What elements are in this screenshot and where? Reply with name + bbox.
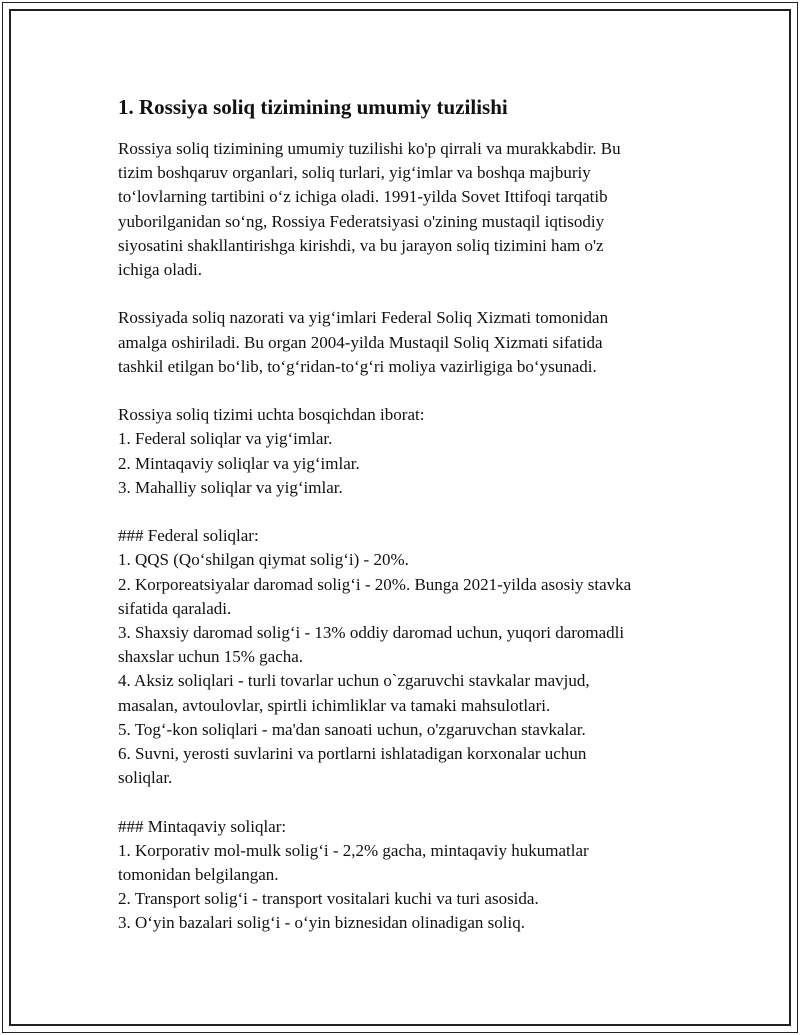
list-item: 3. O‘yin bazalari solig‘i - o‘yin biznesidan olinadigan soliq.: [118, 913, 525, 933]
paragraph-tax-service: [118, 306, 698, 379]
text-line: Rossiya soliq tizimining umumiy tuzilishi ko'p qirrali va murakkabdir. Bu: [118, 139, 621, 158]
list-item: 2. Transport solig‘i - transport vositalari kuchi va turi asosida.: [118, 889, 539, 909]
list-item: tomonidan belgilangan.: [118, 865, 279, 885]
paragraph-overview: [118, 137, 698, 282]
paragraph-tax-levels: [118, 403, 698, 500]
text-line: ichiga oladi.: [118, 260, 203, 280]
text-line: tizim boshqaruv organlari, soliq turlari, yig‘imlar va boshqa majburiy: [118, 163, 591, 183]
text-line: tashkil etilgan bo‘lib, to‘g‘ridan-to‘g‘ri moliya vazirligiga bo‘ysunadi.: [118, 356, 597, 376]
list-item: shaxslar uchun 15% gacha.: [118, 647, 304, 667]
text-line: Rossiya soliq tizimi uchta bosqichdan iborat:: [118, 405, 425, 425]
subsection-heading: ### Mintaqaviy soliqlar:: [118, 816, 287, 836]
paragraph-regional-taxes: [118, 815, 698, 936]
list-item: sifatida qaraladi.: [118, 598, 232, 618]
text-line: amalga oshiriladi. Bu organ 2004-yilda Mustaqil Soliq Xizmati sifatida: [118, 332, 603, 352]
list-item: masalan, avtoulovlar, spirtli ichimliklar va tamaki mahsulotlari.: [118, 695, 551, 715]
list-item: 1. Federal soliqlar va yig‘imlar.: [118, 429, 333, 449]
list-item: 3. Mahalliy soliqlar va yig‘imlar.: [118, 477, 343, 497]
section-heading: 1. Rossiya soliq tizimining umumiy tuzilishi: [118, 95, 508, 119]
text-line: to‘lovlarning tartibini o‘z ichiga oladi. 1991-yilda Sovet Ittifoqi tarqatib: [118, 187, 608, 207]
list-item: 2. Mintaqaviy soliqlar va yig‘imlar.: [118, 453, 360, 473]
text-line: siyosatini shakllantirishga kirishdi, va bu jarayon soliq tizimini ham o'z: [118, 235, 604, 255]
paragraph-federal-taxes: [118, 524, 698, 790]
list-item: soliqlar.: [118, 768, 173, 788]
list-item: 4. Aksiz soliqlari - turli tovarlar uchun o`zgaruvchi stavkalar mavjud,: [118, 671, 590, 691]
text-line: Rossiyada soliq nazorati va yig‘imlari Federal Soliq Xizmati tomonidan: [118, 308, 609, 328]
text-line: yuborilganidan so‘ng, Rossiya Federatsiyasi o'zining mustaqil iqtisodiy: [118, 211, 605, 231]
document-body: [118, 93, 698, 960]
subsection-heading: ### Federal soliqlar:: [118, 526, 259, 546]
list-item: 1. QQS (Qo‘shilgan qiymat solig‘i) - 20%.: [118, 550, 409, 570]
list-item: 3. Shaxsiy daromad solig‘i - 13% oddiy daromad uchun, yuqori daromadli: [118, 623, 625, 643]
list-item: 1. Korporativ mol-mulk solig‘i - 2,2% gacha, mintaqaviy hukumatlar: [118, 840, 589, 860]
list-item: 6. Suvni, yerosti suvlarini va portlarni ishlatadigan korxonalar uchun: [118, 744, 587, 764]
list-item: 2. Korporeatsiyalar daromad solig‘i - 20%. Bunga 2021-yilda asosiy stavka: [118, 574, 632, 594]
list-item: 5. Tog‘-kon soliqlari - ma'dan sanoati uchun, o'zgaruvchan stavkalar.: [118, 719, 586, 739]
